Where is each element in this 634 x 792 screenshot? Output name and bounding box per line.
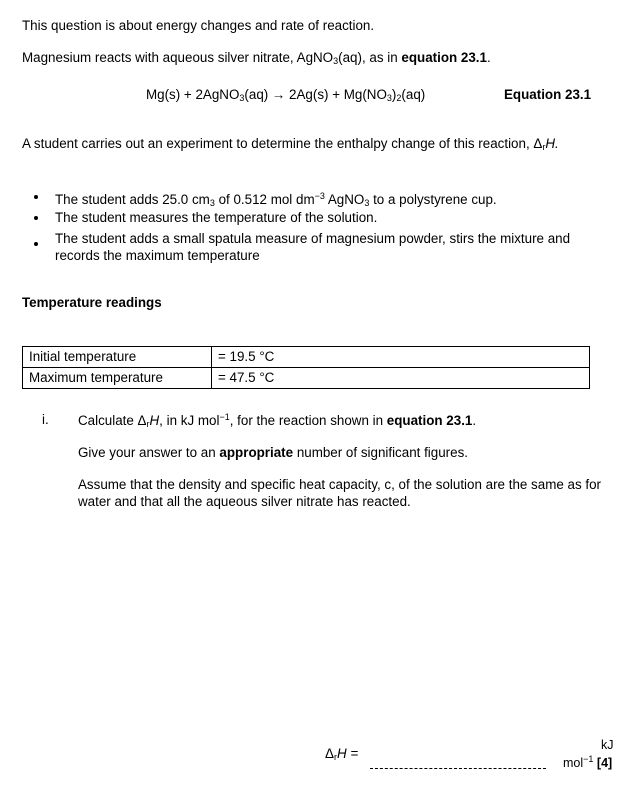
bullet-text: AgNO [324, 192, 365, 207]
subscript: r [333, 752, 337, 762]
bullet-text: records the maximum temperature [55, 248, 260, 263]
reaction-intro-text: Magnesium reacts with aqueous silver nitrate, AgNO [22, 50, 334, 65]
equation-text: (aq) [401, 87, 426, 102]
bullet-point [34, 216, 38, 220]
subscript: r [146, 419, 150, 429]
unit-text: mol [563, 756, 584, 770]
subscript: 3 [209, 198, 215, 208]
equation-reference: equation 23.1 [401, 50, 487, 65]
reaction-intro-text: . [486, 50, 491, 65]
reaction-intro-text: (aq), as in [338, 50, 402, 65]
bullet-text: to a polystyrene cup. [369, 192, 497, 207]
bullet-item-2: The student measures the temperature of the solution. [55, 210, 378, 225]
answer-label-text: Δ [325, 746, 334, 761]
bullet-item-3 [55, 230, 570, 264]
question-text: Assume that the density and specific heat capacity, c, of the solution are the same as for [78, 477, 602, 492]
question-line-1: Calculate $\Delta_rH$, in kJ mol$^{-1}$, for the reaction shown in equation 23.1. [78, 412, 477, 429]
question-text: number of significant figures. [293, 445, 469, 460]
subscript: 3 [333, 56, 339, 66]
subscript: 3 [239, 93, 245, 103]
table-row [23, 347, 590, 368]
experiment-intro [22, 136, 559, 152]
equation-text: Mg(s) + 2AgNO [146, 87, 240, 102]
subscript: 3 [386, 93, 392, 103]
question-text: water and that all the aqueous silver nitrate has reacted. [78, 494, 411, 509]
reading-label: Initial temperature [23, 347, 212, 368]
question-text: Give your answer to an [78, 445, 220, 460]
bullet-text: The student adds 25.0 cm [55, 192, 210, 207]
experiment-intro-text: H. [545, 136, 559, 151]
equation-text: (aq) → 2Ag(s) + Mg(NO [244, 87, 387, 102]
temperature-readings-table [22, 346, 590, 389]
answer-label-text: H = [336, 746, 359, 761]
superscript: −3 [314, 191, 325, 201]
emphasis-text: appropriate [219, 445, 294, 460]
question-intro: This question is about energy changes and rate of reaction. [22, 18, 375, 33]
question-number: i. [42, 412, 49, 427]
bullet-text: of 0.512 mol dm [214, 192, 315, 207]
answer-label [325, 746, 358, 762]
equation-label: Equation 23.1 [504, 87, 592, 102]
equation-reference: equation 23.1 [386, 413, 473, 428]
answer-unit-top: kJ [601, 738, 614, 752]
chemical-equation [146, 87, 425, 103]
reading-value: = 19.5 °C [212, 347, 590, 368]
equation-text: ) [391, 87, 397, 102]
question-text: . [472, 413, 477, 428]
subscript: 2 [396, 93, 402, 103]
reaction-intro [22, 50, 491, 66]
marks-badge: [4] [596, 756, 613, 770]
bullet-text: The student adds a small spatula measure of magnesium powder, stirs the mixture and [55, 231, 571, 246]
superscript: −1 [583, 754, 594, 764]
table-row [23, 368, 590, 389]
subscript: 3 [364, 198, 370, 208]
bullet-point [34, 195, 38, 199]
reading-value: = 47.5 °C [212, 368, 590, 389]
reading-label: Maximum temperature [23, 368, 212, 389]
subscript: r [542, 142, 546, 152]
experiment-intro-text: A student carries out an experiment to determine the enthalpy change of this reaction, Δ [22, 136, 543, 151]
question-line-3 [78, 476, 601, 510]
answer-input-line[interactable] [370, 768, 546, 769]
readings-heading: Temperature readings [22, 295, 162, 310]
question-text: Calculate Δ [78, 413, 147, 428]
answer-unit-bottom [563, 754, 612, 770]
bullet-point [34, 242, 38, 246]
superscript: −1 [219, 412, 230, 422]
question-line-2 [78, 445, 468, 460]
question-text: , in kJ mol [159, 413, 220, 428]
question-text: , for the reaction shown in [229, 413, 387, 428]
